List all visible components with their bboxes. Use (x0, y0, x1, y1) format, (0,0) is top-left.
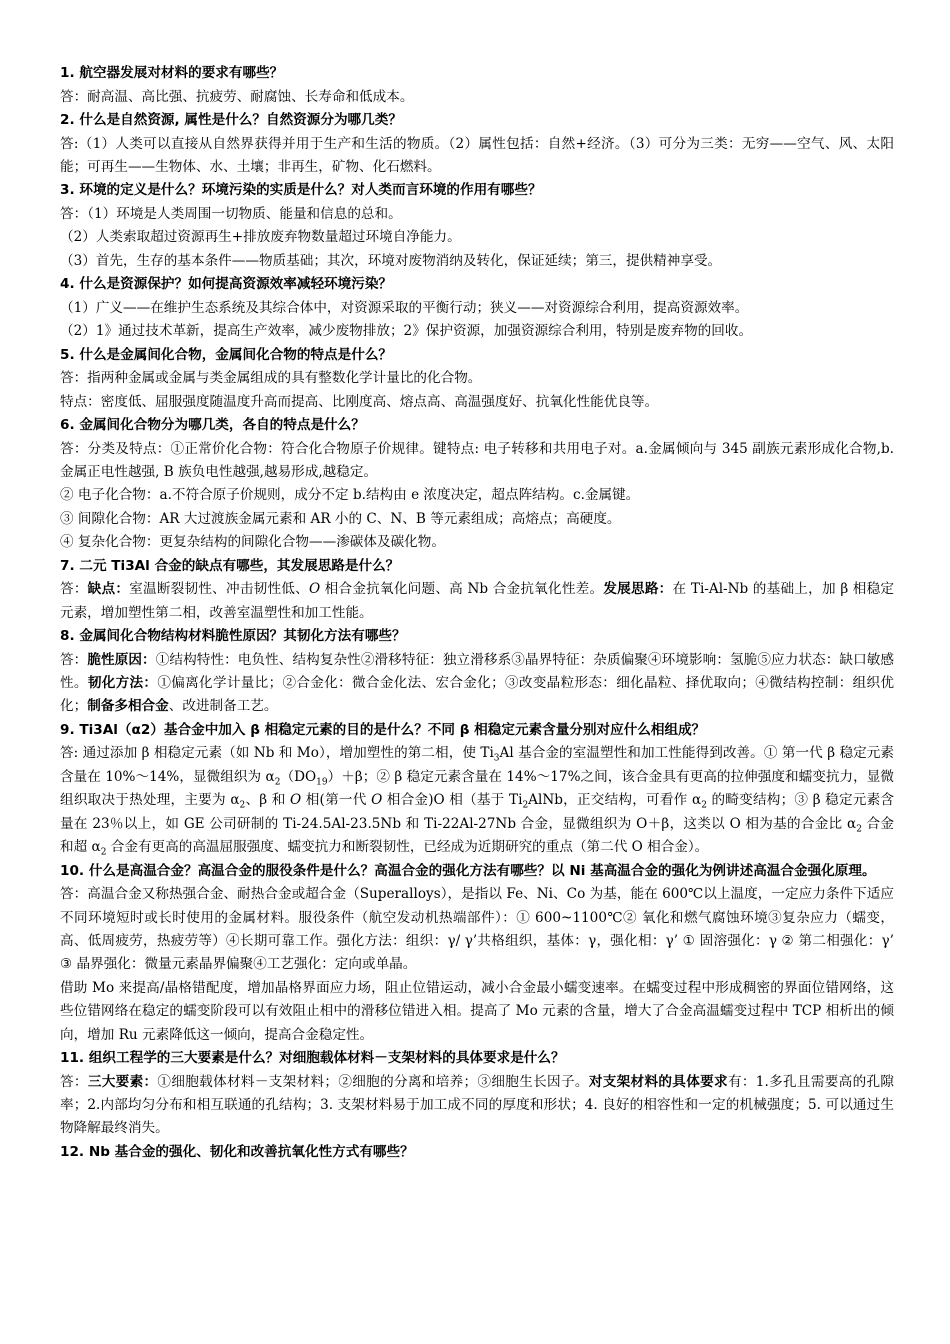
question-6: 6. 金属间化合物分为哪几类，各自的特点是什么？ (60, 417, 365, 434)
question-1: 1. 航空器发展对材料的要求有哪些？ (60, 65, 284, 81)
question-7: 7. 二元 Ti3Al 合金的缺点有哪些，其发展思路是什么？ (60, 557, 400, 574)
answer-11: 答：三大要素：①细胞载体材料－支架材料；②细胞的分离和培养；③细胞生长因子。对支架材料的具体要求有：1.多孔且需要高的孔隙率；2.内部均匀分布和相互联通的孔结构；3. 支架材料易于加工成不同的厚度和形状；4. 良好的相容性和一定的机械强度；5. 可以通过生物降解最终消失。 (60, 1073, 895, 1137)
answer-3-line-2: （2）人类索取超过资源再生+排放废弃物数量超过环境自净能力。 (60, 229, 461, 246)
answer-6-line-4: ④ 复杂化合物：更复杂结构的间隙化合物——渗碳体及碳化物。 (60, 534, 445, 551)
answer-1: 答：耐高温、高比强、抗疲劳、耐腐蚀、长寿命和低成本。 (60, 88, 414, 105)
question-3: 3. 环境的定义是什么？环境污染的实质是什么？对人类而言环境的作用有哪些？ (60, 182, 542, 199)
answer-5-line-1: 答：指两种金属或金属与类金属组成的具有整数化学计量比的化合物。 (60, 370, 482, 387)
answer-4-line-2: （2）1》通过技术革新，提高生产效率，减少废物排放；2》保护资源，加强资源综合利用，特别是废弃物的回收。 (60, 323, 753, 340)
question-11: 11. 组织工程学的三大要素是什么？对细胞载体材料－支架材料的具体要求是什么？ (60, 1049, 565, 1066)
question-10: 10. 什么是高温合金？高温合金的服役条件是什么？高温合金的强化方法有哪些？以 Ni 基高温合金的强化为例讲述高温合金强化原理。 (60, 862, 876, 879)
question-8: 8. 金属间化合物结构材料脆性原因？其韧化方法有哪些？ (60, 628, 406, 645)
answer-6-line-2: ② 电子化合物：a.不符合原子价规则，成分不定 b.结构由 e 浓度决定，超点阵结构。c.金属键。 (60, 487, 640, 504)
answer-5-line-2: 特点：密度低、屈服强度随温度升高而提高、比刚度高、熔点高、高温强度好、抗氧化性能优良等。 (60, 393, 659, 410)
answer-3-line-3: （3）首先，生存的基本条件——物质基础；其次，环境对废物消纳及转化，保证延续；第三，提供精神享受。 (60, 252, 722, 269)
answer-6-line-1: 答：分类及特点：①正常价化合物：符合化合物原子价规律。键特点: 电子转移和共用电子对。a.金属倾向与 345 副族元素形成化合物,b.金属正电性越强, B 族负电性越强,越易形成,越稳定。 (60, 440, 894, 481)
answer-6-line-3: ③ 间隙化合物：AR 大过渡族金属元素和 AR 小的 C、N、B 等元素组成；高熔点；高硬度。 (60, 510, 621, 527)
question-2: 2. 什么是自然资源, 属性是什么？自然资源分为哪几类？ (60, 112, 402, 128)
answer-8: 答：脆性原因：①结构特性：电负性、结构复杂性②滑移特征：独立滑移系③晶界特征：杂质偏聚④环境影响：氢脆⑤应力状态：缺口敏感性。韧化方法：①偏离化学计量比；②合金化：微合金化法、宏合金化；③改变晶粒形态：细化晶粒、择优取向；④微结构控制：组织优化；制备多相合金、改进制备工艺。 (60, 651, 895, 715)
answer-4-line-1: （1）广义——在维护生态系统及其综合体中，对资源采取的平衡行动；狭义——对资源综合利用，提高资源效率。 (60, 299, 749, 316)
question-9: 9. Ti3Al（α2）基合金中加入 β 相稳定元素的目的是什么？不同 β 相稳定元素含量分别对应什么相组成？ (60, 721, 706, 738)
answer-9: 答: 通过添加 β 相稳定元素（如 Nb 和 Mo），增加塑性的第二相，使 $Ti_3Al$ 基合金的室温塑性和加工性能得到改善。① 第一代 β 稳定元素含量在 10%～14%，显微组织为 $\alpha_2(DO_{19})+\beta$；② β 稳定元素含量在 14%～17%之间，该合金具有更高的拉伸强度和蠕变抗力，显微组织取决于热处理，主要为 $\alpha_2$、β 和 O 相(第一代 O 相合金)O 相（基于 $Ti_2AlNb$，正交结构，可看作 $\alpha_2$ 的畸变结构；③ β 稳定元素含量在 23％以上，如 GE 公司研制的 Ti-24.5Al-23.5Nb 和 Ti-22Al-27Nb 合金，显微组织为 O＋β，这类以 O 相为基的合金比 $\alpha_2$ 合金和超 $\alpha_2$ 合金有更高的高温屈服强度、蠕变抗力和断裂韧性，已经成为近期研究的重点（第二代 O 相合金）。 (60, 745, 895, 858)
answer-3-line-1: 答：（1）环境是人类周围一切物质、能量和信息的总和。 (60, 206, 402, 222)
question-12: 12. Nb 基合金的强化、韧化和改善抗氧化性方式有哪些？ (60, 1143, 414, 1160)
answer-2: 答:（1）人类可以直接从自然界获得并用于生产和生活的物质。（2）属性包括：自然+经济。（3）可分为三类：无穷——空气、风、太阳能；可再生——生物体、水、土壤；非再生，矿物、化石燃料。 (60, 135, 894, 175)
question-5: 5. 什么是金属间化合物，金属间化合物的特点是什么？ (60, 346, 393, 363)
question-4: 4. 什么是资源保护？如何提高资源效率减轻环境污染？ (60, 276, 393, 293)
answer-10-part-2: 借助 Mo 来提高/晶格错配度，增加晶格界面应力场，阻止位错运动，减小合金最小蠕变速率。在蠕变过程中形成稠密的界面位错网络，这些位错网络在稳定的蠕变阶段可以有效阻止相中的滑移位错进入相。提高了 Mo 元素的含量，增大了合金高温蠕变过程中 TCP 相析出的倾向，增加 Ru 元素降低这一倾向，提高合金稳定性。 (60, 979, 894, 1043)
answer-10-part-1: 答：高温合金又称热强合金、耐热合金或超合金（Superalloys），是指以 Fe、Ni、Co 为基，能在 600℃以上温度，一定应力条件下适应不同环境短时或长时使用的金属材料。服役条件（航空发动机热端部件）：① 600~1100℃② 氧化和燃气腐蚀环境③复杂应力（蠕变，高、低周疲劳，热疲劳等）④长期可靠工作。强化方法：组织：γ/ γ’共格组织，基体：γ，强化相：γ’ ① 固溶强化：γ ② 第二相强化：γ’ ③ 晶界强化：微量元素晶界偏聚④工艺强化：定向或单晶。 (60, 886, 894, 973)
answer-7: 答：缺点：室温断裂韧性、冲击韧性低、O 相合金抗氧化问题、高 Nb 合金抗氧化性差。发展思路：在 Ti-Al-Nb 的基础上，加 β 相稳定元素，增加塑性第二相，改善室温塑性和加工性能。 (60, 581, 895, 621)
